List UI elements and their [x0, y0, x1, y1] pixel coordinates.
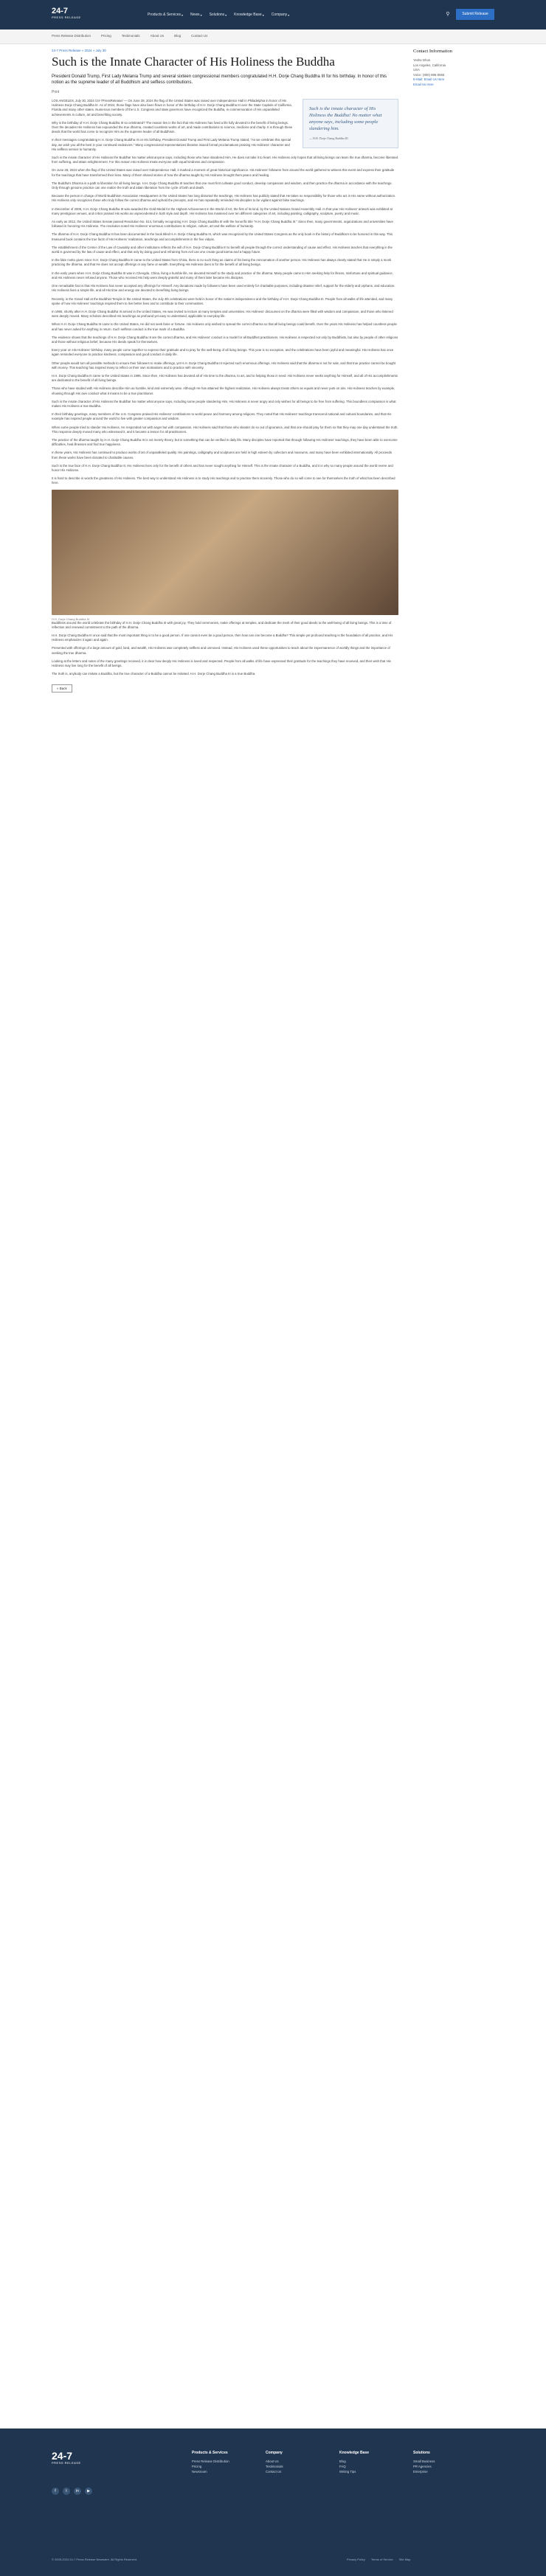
email-us-link[interactable]: Email Us Here: [413, 82, 434, 86]
legal-links: [347, 2558, 411, 2561]
linkedin-icon[interactable]: in: [74, 2488, 81, 2495]
footer-column: Company About Us Testimonials Contact Us: [266, 2451, 317, 2474]
contact-email-link[interactable]: E-Mail: Email Us Here: [413, 77, 445, 81]
paragraph: Such is the true face of H.H. Dorje Chang Buddha III. His Holiness lives only for the benefit of others and has never sought anything for Himself. This is the innate character of a Buddha, and it is why so many people around the world revere and honor His Holiness.: [52, 463, 393, 472]
footer-link[interactable]: Pricing: [192, 2465, 202, 2468]
paragraph: Those who have studied with His Holiness describe Him as humble, kind and extremely wise. Although He has attained the highest realization, His Holiness always treats others as equals and never puts on airs. His Holiness teaches by example, showing through His own conduct what it means to be a true practitioner.: [52, 386, 395, 395]
paragraph: In these years, His Holiness has continued to produce works of art of unparalleled quality. His paintings, calligraphy and sculptures are held in high esteem by collectors and museums, and many have been exhibited internationally. All proceeds from these works have been donated to charitable causes.: [52, 451, 393, 459]
paragraph: As early as 2012, the United States Senate passed Resolution No. 614, formally recognizing H.H. Dorje Chang Buddha III with the honorific title "H.H. Dorje Chang Buddha III." Since then, many governments, organizations and universities have followed in honoring His Holiness. The resolution noted His Holiness' enormous contributions to religion, culture, art and the welfare of humanity.: [52, 220, 393, 229]
paragraph: Such is the innate character of His Holiness the Buddha! No matter what anyone says, including those who have slandered Him, He does not take it to heart. His Holiness only hopes that all living beings can learn the true dharma, become liberated from suffering, and attain enlightenment. For this reason His Holiness treats everyone with equal kindness and compassion.: [52, 156, 398, 164]
site-header: [0, 0, 546, 29]
footer-link[interactable]: Testimonials: [266, 2465, 283, 2468]
subnav-item[interactable]: Pricing: [101, 34, 111, 38]
footer-link[interactable]: Small Business: [413, 2459, 435, 2463]
paragraph: Looking at the letters and notes of the many greetings received, it is clear how deeply His Holiness is loved and respected. People from all walks of life have expressed their gratitude for the teachings they have received, and their wish that His Holiness may live long for the benefit of all beings.: [52, 659, 391, 668]
nav-products[interactable]: Products & Services ▾: [148, 13, 184, 17]
submit-release-button[interactable]: Submit Release: [456, 9, 494, 20]
nav-news[interactable]: News ▾: [190, 13, 202, 17]
paragraph: The Buddha's Dharma is a path to liberation for all living beings. H.H. Dorje Chang Buddha III teaches that one must first cultivate good conduct, develop compassion and wisdom, and then practice the dharma in accordance with the teachings. Only through genuine practice can one realize the truth and attain liberation from the cycle of birth and death.: [52, 181, 393, 190]
footer-link[interactable]: Blog: [339, 2459, 346, 2463]
social-links: [52, 2488, 92, 2495]
subnav-item[interactable]: Blog: [174, 34, 182, 38]
contact-line: USA: [413, 68, 420, 72]
paragraph: One remarkable fact is that His Holiness has never accepted any offerings for Himself. Any donations made by followers have been used entirely for charitable purposes, including disaster relief, support for the elderly and orphans, and education. His Holiness lives a simple life, and all His time and energy are devoted to benefiting living beings.: [52, 284, 395, 293]
paragraph: Such is the innate character of His Holiness the Buddha! No matter what anyone says, including some people slandering Him, His Holiness is never angry and only wishes for all beings to be free from suffering. This boundless compassion is what makes His Holiness a true Buddha.: [52, 399, 396, 408]
paragraph: In their birthday greetings, many members of the U.S. Congress praised His Holiness' contributions to world peace and harmony among religions. They noted that His Holiness' teachings transcend national and cultural boundaries, and that His example has inspired people around the world to live with greater compassion and wisdom.: [52, 412, 392, 421]
chevron-down-icon: ▾: [288, 13, 290, 17]
sidebar: [413, 49, 494, 87]
terms-link[interactable]: Terms of Service: [370, 2558, 393, 2561]
contact-line: Yeshe Dhon: [413, 58, 431, 62]
article-lead: President Donald Trump, First Lady Melania Trump and several sixteen congressional members congratulated H.H. Dorje Chang Buddha III for his birthday. In honor of this notion as the supreme leader of all Buddhism and selfless contributions.: [52, 74, 387, 85]
nav-solutions[interactable]: Solutions ▾: [209, 13, 227, 17]
logo-subtext: PRESS RELEASE: [52, 15, 81, 19]
footer-column: Solutions Small Business PR Agencies Enterprise: [413, 2451, 465, 2474]
paragraph: H.H. Dorje Chang Buddha III came to the United States in 1995. Since then, His Holiness has devoted all of His time to the dharma, to art, and to helping those in need. His Holiness never seeks anything for Himself, and all of His accomplishments are dedicated to the benefit of all living beings.: [52, 373, 398, 383]
chevron-down-icon: ▾: [262, 13, 264, 17]
footer-column: Knowledge Base Blog FAQ Writing Tips: [339, 2451, 391, 2474]
footer-logo[interactable]: 24-7 PRESS RELEASE: [52, 2450, 81, 2465]
paragraph: The dharma of H.H. Dorje Chang Buddha III has been documented in the book titled H.H. Dorje Chang Buddha III, which was recognized by the United States Congress as the only book in the history of Buddhism to be honored in this way. This treasured book contains the true facts of His Holiness' realization, teachings and accomplishments in the five vidyas.: [52, 232, 393, 241]
site-footer: [0, 2429, 546, 2576]
footer-column: Products & Services Press Release Distribution Pricing Newsroom: [192, 2451, 243, 2474]
paragraph: Because the person in charge of World Buddhism Association Headquarters in the United States has long distorted the teachings, His Holiness has publicly stated that He takes no responsibility for those who act in His name without authorization. His Holiness only recognizes those who truly follow the correct dharma and uphold the precepts, and He has repeatedly reminded His disciples to be vigilant against false teachings.: [52, 194, 396, 203]
paragraph: The establishment of the Center of the Law of Causality and other institutions reflects the will of H.H. Dorje Chang Buddha III to benefit all people through the correct understanding of cause and effect. His Holiness teaches that everything in the world is governed by the law of cause and effect, and that only by doing good and refraining from evil can one create good karma and a happy future.: [52, 245, 393, 254]
facebook-icon[interactable]: f: [52, 2488, 59, 2495]
paragraph: In their messages congratulating H.H. Dorje Chang Buddha III on His birthday, President Donald Trump and First Lady Melania Trump stated, "As we celebrate this special day, we wish you all the best in your continued endeavors." Many congressional representatives likewise issued formal proclamations praising His Holiness' character and His selfless service to humanity.: [52, 138, 291, 151]
search-icon[interactable]: ⚲: [446, 12, 450, 17]
paragraph: Buddhists around the world celebrate the birthday of H.H. Dorje Chang Buddha III with great joy. They hold ceremonies, make offerings at temples, and dedicate the merit of their good deeds to the well-being of all living beings. This is a time of reflection and renewed commitment to the path of the dharma.: [52, 620, 392, 629]
photo-caption: H.H. Dorje Chang Buddha III: [52, 617, 89, 621]
sub-navigation: [0, 29, 546, 44]
nav-knowledge-base[interactable]: Knowledge Base ▾: [234, 13, 264, 17]
paragraph: On June 28, 2024 when the flag of the United States was raised over Independence Hall, it marked a moment of great historical significance. His Holiness' followers from around the world gathered to witness this event and express their gratitude for the teachings that have transformed their lives. Many of them shared stories of how the dharma taught by His Holiness brought them peace and healing.: [52, 168, 395, 177]
paragraph: When some people tried to slander His Holiness, He responded not with anger but with compassion. His Holiness said that those who slander do so out of ignorance, and that one should pray for them so that they may one day understand the truth. This response deeply moved many who witnessed it, and it became a lesson for all practitioners.: [52, 425, 398, 434]
paragraph: Presented with offerings of a large amount of gold, land, and wealth, His Holiness was completely selfless and unmoved. Instead, His Holiness used these opportunities to teach about the impermanence of worldly things and the importance of seeking the true dharma.: [52, 646, 390, 655]
chevron-down-icon: ▾: [225, 13, 227, 17]
article-photo: [52, 490, 398, 621]
nav-company[interactable]: Company ▾: [271, 13, 290, 17]
paragraph: In the fake motto given since H.H. Dorje Chang Buddha III came to the United States from China, there is no such thing as claims of his being the reincarnation of another person. His Holiness has always clearly stated that He is simply a monk practicing the dharma, and that He does not accept offerings or any fame or wealth. Everything His Holiness does is for the benefit of all living beings.: [52, 258, 392, 267]
page-title: Such is the Innate Character of His Holiness the Buddha: [52, 55, 335, 69]
pull-quote: Such is the innate character of His Holiness the Buddha! No matter what anyone says, including some people slandering him. — H.H. Dorje Chang Buddha III: [303, 99, 398, 148]
chevron-down-icon: ▾: [182, 13, 184, 17]
paragraph: The truth is, anybody can imitate a Buddha, but the true character of a Buddha cannot be imitated. H.H. Dorje Chang Buddha III is a true Buddha.: [52, 672, 256, 676]
print-button[interactable]: Print: [52, 90, 60, 94]
footer-link[interactable]: About Us: [266, 2459, 279, 2463]
twitter-icon[interactable]: t: [63, 2488, 70, 2495]
sitemap-link[interactable]: Site Map: [398, 2558, 411, 2561]
paragraph: It is hard to describe in words the greatness of His Holiness. The best way to understand His Holiness is to study His teachings and to practice them sincerely. Those who do so will come to see for themselves the truth of what has been described here.: [52, 476, 395, 485]
sidebar-heading: Contact Information: [413, 49, 452, 54]
paragraph: LOS ANGELES, July 30, 2024 /24-7PressRelease/ — On June 28, 2024 the flag of the United States was raised over Independence Hall in Philadelphia in honor of His Holiness Dorje Chang Buddha III. As of 2024, those flags have also been flown in honor of the birthday of H.H. Dorje Chang Buddha III over the State Capitols of California, Florida and many other states. Numerous members of the U.S. Congress and state governors have recognized the Buddha, in commemoration of His unparalleled achievements in culture, art and benefiting society.: [52, 99, 292, 117]
site-logo[interactable]: [52, 7, 96, 22]
paragraph: The practice of the dharma taught by H.H. Dorje Chang Buddha III is not merely theory, but is something that can be verified in daily life. Many disciples have reported that through following His Holiness' teachings, they have been able to overcome difficulties, heal illnesses and find true happiness.: [52, 437, 398, 447]
paragraph: Every year on His Holiness' birthday, many people come together to express their gratitude and to pray for the well-being of all living beings. This year is no exception, and the celebrations have been joyful and meaningful. His Holiness has once again reminded everyone to practice kindness, compassion and good conduct in daily life.: [52, 348, 394, 357]
youtube-icon[interactable]: ▶: [85, 2488, 92, 2495]
copyright: © 2005-2024 24-7 Press Release Newswire. All Rights Reserved.: [52, 2558, 138, 2561]
paragraph: When H.H. Dorje Chang Buddha III came to the United States, He did not seek fame or fortune. His Holiness only wished to spread the correct dharma so that all living beings could benefit. Over the years His Holiness has helped countless people and has never asked for anything in return. Such selfless conduct is the true mark of a Buddha.: [52, 322, 397, 331]
contact-line: Los Angeles, California: [413, 63, 446, 67]
footer-link[interactable]: Newsroom: [192, 2470, 207, 2473]
footer-link[interactable]: Writing Tips: [339, 2470, 356, 2473]
subnav-item[interactable]: About Us: [150, 34, 165, 38]
footer-link[interactable]: PR Agencies: [413, 2465, 432, 2468]
paragraph: In the early years when H.H. Dorje Chang Buddha III was in Chengdu, China, living a humble life, He devoted Himself to the study and practice of the dharma. Many people came to Him seeking help for illness, misfortune and spiritual guidance, and His Holiness never refused anyone. Those who received His help were deeply grateful and many of them later became His disciples.: [52, 271, 393, 280]
paragraph: H.H. Dorje Chang Buddha III once said that the most important thing is to be a good person. If one cannot even be a good person, then how can one become a Buddha? This simple yet profound teaching is the foundation of all practice, and His Holiness emphasizes it again and again.: [52, 633, 393, 642]
footer-link[interactable]: Contact Us: [266, 2470, 282, 2473]
paragraph: In December of 2006, H.H. Dorje Chang Buddha III was awarded the Gold Medal for the Highest Achievement in the World of Art, the first of its kind, by the United Nations Grand Assembly Hall. In that year His Holiness' artwork was exhibited at many prestigious venues, and critics praised His works as unprecedented in both style and depth. His Holiness has mastered over ten different categories of art, including painting, calligraphy, sculpture, poetry and music.: [52, 206, 393, 215]
paragraph: The evidence shows that the teachings of H.H. Dorje Chang Buddha III are the correct dharma, and His Holiness' conduct is a model for all Buddhist practitioners. His Holiness is respected not only by Buddhists, but also by people of other religions and those without religious belief, because His deeds speak for themselves.: [52, 335, 398, 344]
back-button[interactable]: « Back: [52, 684, 72, 692]
privacy-link[interactable]: Privacy Policy: [347, 2558, 365, 2561]
footer-link[interactable]: FAQ: [339, 2465, 346, 2468]
paragraph: In 1995, shortly after H.H. Dorje Chang Buddha III arrived in the United States, He was invited to lecture at many temples and universities. His Holiness' discourses on the dharma were filled with wisdom and compassion, and those who listened were deeply moved. Many scholars described His teachings as profound yet easy to understand, applicable to everyday life.: [52, 309, 393, 319]
paragraph: Other people would turn all possible methods to ensure their followers to make offerings, yet H.H. Dorje Chang Buddha III rejected such enormous offerings. His Holiness said that the dharma is not for sale, and that true practice cannot be bought with money. This teaching has inspired many to reflect on their own motivations and to practice with sincerity.: [52, 361, 396, 369]
footer-link[interactable]: Enterprise: [413, 2470, 428, 2473]
logo-text: 24-7: [52, 7, 69, 15]
subnav-item[interactable]: Contact Us: [191, 34, 208, 38]
article-body: [52, 99, 398, 676]
subnav-item[interactable]: Testimonials: [121, 34, 140, 38]
paragraph: Why is the birthday of H.H. Dorje Chang Buddha III so celebrated? The reason lies in the fact that His Holiness has lived a life fully devoted to the benefit of living beings. Over the decades His Holiness has expounded the true dharma, created countless works of art, and made contributions to science, medicine and charity. It is through these deeds that the world has come to recognize Him as the supreme leader of all Buddhism.: [52, 120, 293, 134]
breadcrumb[interactable]: 24-7 Press Release » 2024 » July 30: [52, 49, 106, 52]
article: [52, 49, 398, 693]
main-nav: [148, 11, 289, 18]
footer-link[interactable]: Press Release Distribution: [192, 2459, 229, 2463]
contact-line: Voice: (800) 886-5555: [413, 72, 445, 77]
subnav-item[interactable]: Press Release Distribution: [52, 34, 91, 38]
chevron-down-icon: ▾: [200, 13, 202, 17]
paragraph: Recently, in the Grand Hall at the Buddhist Temple in the United States, the July 4th celebrations were held in honor of the nation's independence and the birthday of H.H. Dorje Chang Buddha III. People from all walks of life attended, and many spoke of how His Holiness' teachings inspired them to live better lives and to contribute to their communities.: [52, 296, 393, 305]
